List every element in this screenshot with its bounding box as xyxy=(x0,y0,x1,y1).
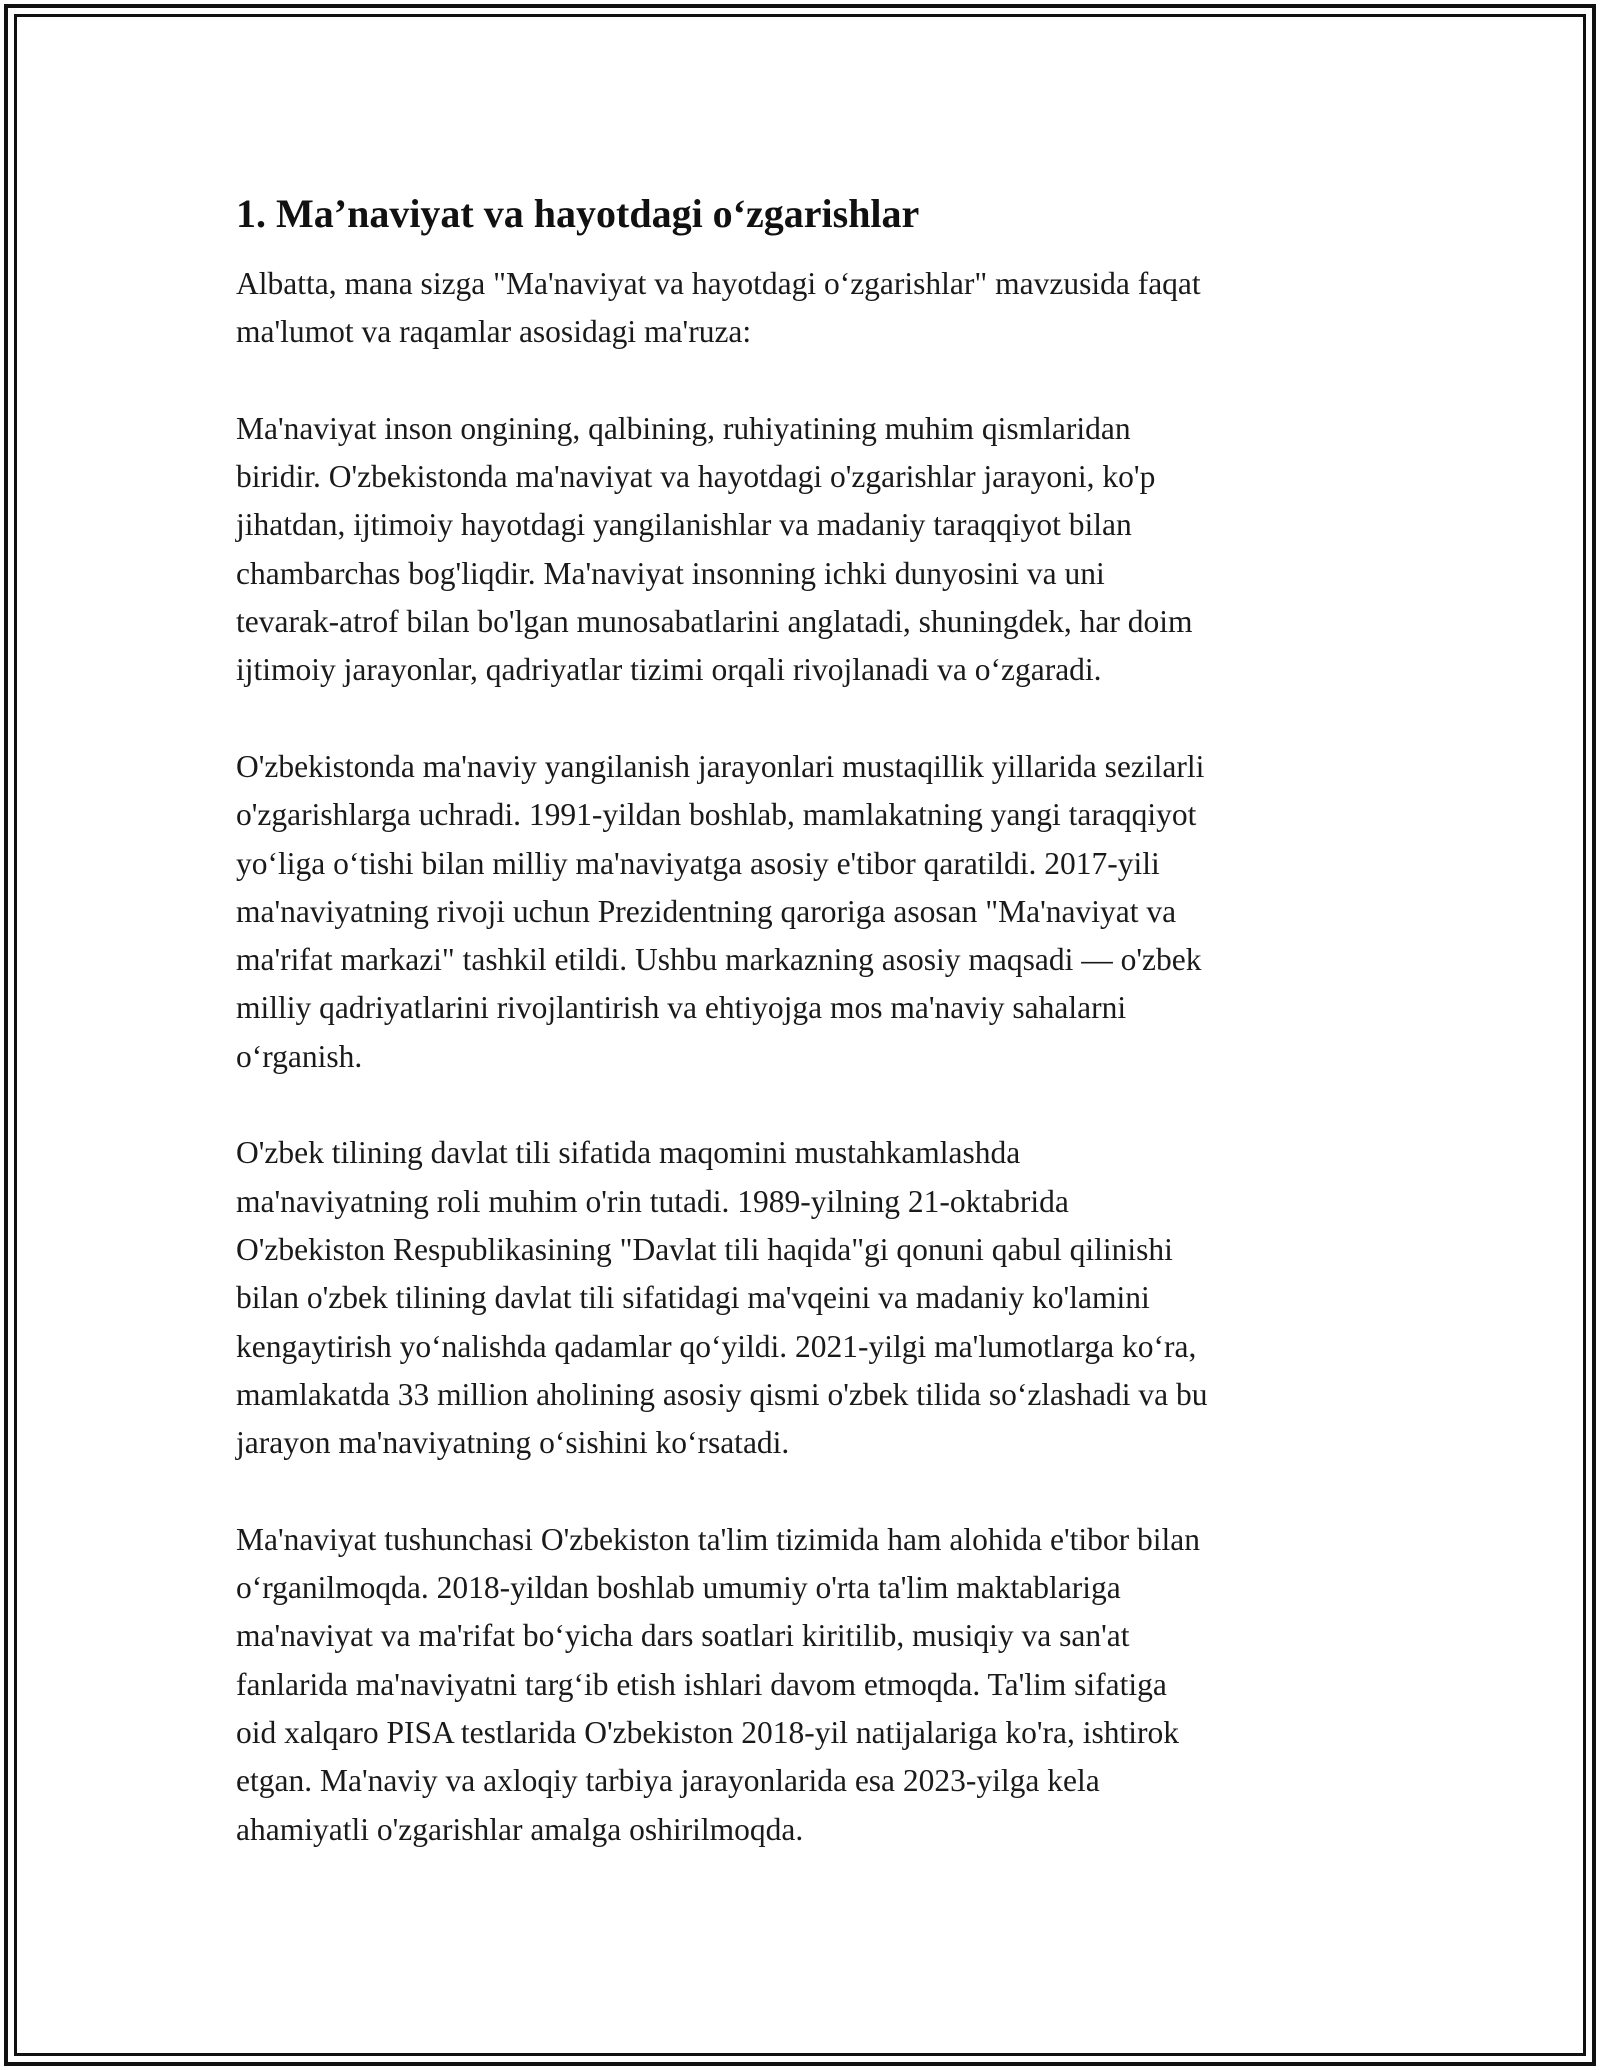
paragraph-independence: O'zbekistonda ma'naviy yangilanish jarayonlari mustaqillik yillarida sezilarli o'zgarishlarga uchradi. 1991-yildan boshlab, mamlakatning yangi taraqqiyot yo‘liga o‘tishi bilan milliy ma'naviyatga asosiy e'tibor qaratildi. 2017-yili ma'naviyatning rivoji uchun Prezidentning qaroriga asosan "Ma'naviyat va ma'rifat markazi" tashkil etildi. Ushbu markazning asosiy maqsadi — o'zbek milliy qadriyatlarini rivojlantirish va ehtiyojga mos ma'naviy sahalarni o‘rganish. xyxy=(236,748,1205,1074)
document-body xyxy=(236,188,1386,1902)
paragraph-language: O'zbek tilining davlat tili sifatida maqomini mustahkamlashda ma'naviyatning roli muhim o'rin tutadi. 1989-yilning 21-oktabrida O'zbekiston Respublikasining "Davlat tili haqida"gi qonuni qabul qilinishi bilan o'zbek tilining davlat tili sifatidagi ma'vqeini va madaniy ko'lamini kengaytirish yo‘nalishda qadamlar qo‘yildi. 2021-yilgi ma'lumotlarga ko‘ra, mamlakatda 33 million aholining asosiy qismi o'zbek tilida so‘zlashadi va bu jarayon ma'naviyatning o‘sishini ko‘rsatadi. xyxy=(236,1135,1208,1461)
section-title: 1. Ma’naviyat va hayotdagi o‘zgarishlar xyxy=(236,191,920,236)
paragraph-intro: Albatta, mana sizga "Ma'naviyat va hayotdagi o‘zgarishlar" mavzusida faqat ma'lumot va raqamlar asosidagi ma'ruza: xyxy=(236,266,1201,350)
paragraph-definition: Ma'naviyat inson ongining, qalbining, ruhiyatining muhim qismlaridan biridir. O'zbekistonda ma'naviyat va hayotdagi o'zgarishlar jarayoni, ko'p jihatdan, ijtimoiy hayotdagi yangilanishlar va madaniy taraqqiyot bilan chambarchas bog'liqdir. Ma'naviyat insonning ichki dunyosini va uni tevarak-atrof bilan bo'lgan munosabatlarini anglatadi, shuningdek, har doim ijtimoiy jarayonlar, qadriyatlar tizimi orqali rivojlanadi va o‘zgaradi. xyxy=(236,410,1193,688)
paragraph-education: Ma'naviyat tushunchasi O'zbekiston ta'lim tizimida ham alohida e'tibor bilan o‘rganilmoqda. 2018-yildan boshlab umumiy o'rta ta'lim maktablariga ma'naviyat va ma'rifat bo‘yicha dars soatlari kiritilib, musiqiy va san'at fanlarida ma'naviyatni targ‘ib etish ishlari davom etmoqda. Ta'lim sifatiga oid xalqaro PISA testlarida O'zbekiston 2018-yil natijalariga ko'ra, ishtirok etgan. Ma'naviy va axloqiy tarbiya jarayonlarida esa 2023-yilga kela ahamiyatli o'zgarishlar amalga oshirilmoqda. xyxy=(236,1521,1200,1847)
